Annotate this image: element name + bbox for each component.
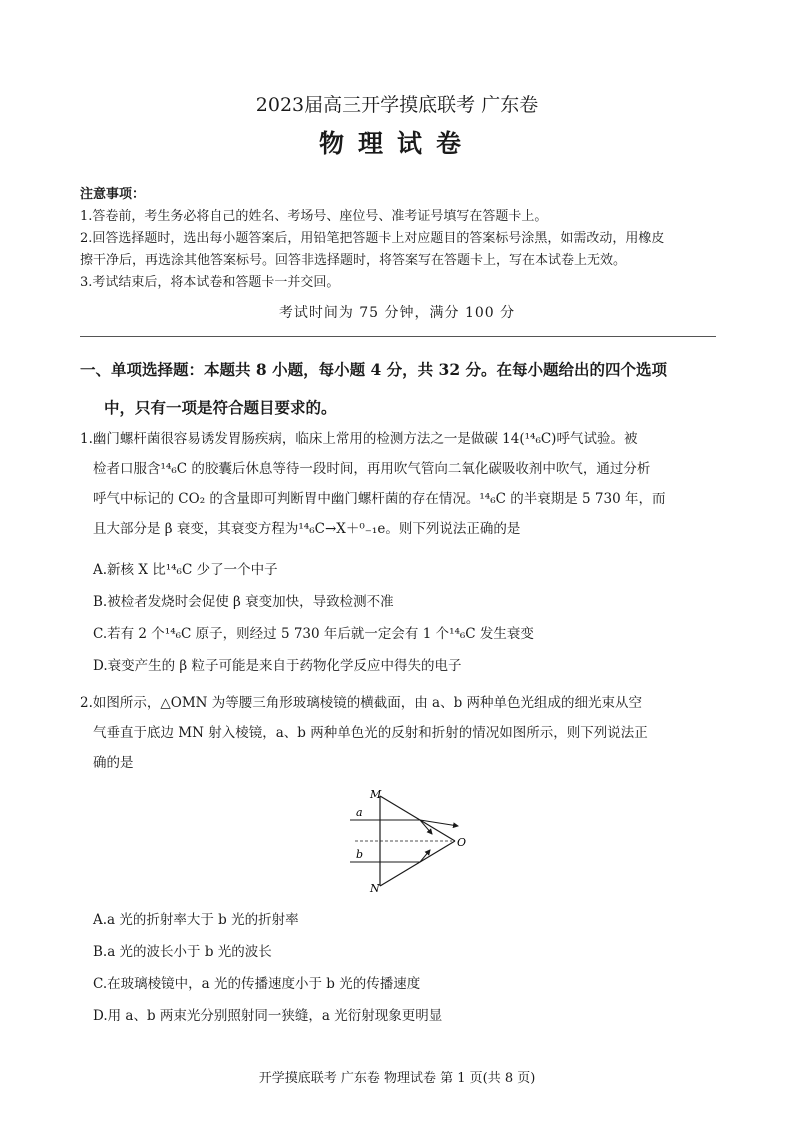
q1-stem-line: 且大部分是 β 衰变，其衰变方程为¹⁴₆C→X＋⁰₋₁e。则下列说法正确的是 [93,521,521,537]
prism-edge-no [380,841,455,886]
q2-option-b: B.a 光的波长小于 b 光的波长 [93,944,272,960]
label-b: b [356,848,364,861]
q2-stem-line: 2.如图所示，△OMN 为等腰三角形玻璃棱镜的横截面，由 a、b 两种单色光组成的细光束从空 [80,695,643,711]
notice-heading: 注意事项： [80,187,146,202]
exam-title: 2023届高三开学摸底联考 广东卷 [255,94,539,116]
prism-diagram [340,786,470,896]
q1-option-a: A.新核 X 比¹⁴₆C 少了一个中子 [93,562,278,578]
label-m: M [370,788,382,801]
q2-option-a: A.a 光的折射率大于 b 光的折射率 [93,912,299,928]
exam-time-info: 考试时间为 75 分钟，满分 100 分 [278,305,516,321]
section-heading: 一、单项选择题：本题共 8 小题，每小题 4 分，共 32 分。在每小题给出的四个选项 [80,360,668,379]
label-o: O [457,836,467,849]
q2-option-d: D.用 a、b 两束光分别照射同一狭缝，a 光衍射现象更明显 [93,1008,443,1024]
q1-option-b: B.被检者发烧时会促使 β 衰变加快，导致检测不准 [93,594,394,610]
q1-stem-line: 呼气中标记的 CO₂ 的含量即可判断胃中幽门螺杆菌的存在情况。¹⁴₆C 的半衰期是 5 730 年，而 [93,491,666,507]
notice-item: 2.回答选择题时，选出每小题答案后，用铅笔把答题卡上对应题目的答案标号涂黑，如需改动，用橡皮 [80,231,665,246]
q2-option-c: C.在玻璃棱镜中，a 光的传播速度小于 b 光的传播速度 [93,976,421,992]
notice-item: 1.答卷前，考生务必将自己的姓名、考场号、座位号、准考证号填写在答题卡上。 [80,209,548,224]
label-n: N [370,882,380,895]
q2-stem-line: 确的是 [93,755,134,771]
q1-option-d: D.衰变产生的 β 粒子可能是来自于药物化学反应中得失的电子 [93,658,462,674]
q1-stem-line: 1.幽门螺杆菌很容易诱发胃肠疾病，临床上常用的检测方法之一是做碳 14(¹⁴₆C)呼气试验。被 [80,431,638,447]
page-footer: 开学摸底联考 广东卷 物理试卷 第 1 页(共 8 页) [258,1071,536,1086]
notice-item: 3.考试结束后，将本试卷和答题卡一并交回。 [80,275,340,290]
q2-stem-line: 气垂直于底边 MN 射入棱镜，a、b 两种单色光的反射和折射的情况如图所示，则下列说法正 [93,725,648,741]
q1-stem-line: 检者口服含¹⁴₆C 的胶囊后休息等待一段时间，再用吹气管向二氧化碳吸收剂中吹气，通过分析 [93,461,651,477]
ray-b-reflected [420,850,430,862]
label-a: a [356,806,363,819]
prism-edge-mo [380,796,455,841]
divider [80,336,716,337]
section-heading-cont: 中，只有一项是符合题目要求的。 [104,398,337,417]
subject-title: 物理试卷 [318,129,475,158]
q1-option-c: C.若有 2 个¹⁴₆C 原子，则经过 5 730 年后就一定会有 1 个¹⁴₆C 发生衰变 [93,626,534,642]
notice-item: 擦干净后，再选涂其他答案标号。回答非选择题时，将答案写在答题卡上，写在本试卷上无效。 [80,253,627,268]
